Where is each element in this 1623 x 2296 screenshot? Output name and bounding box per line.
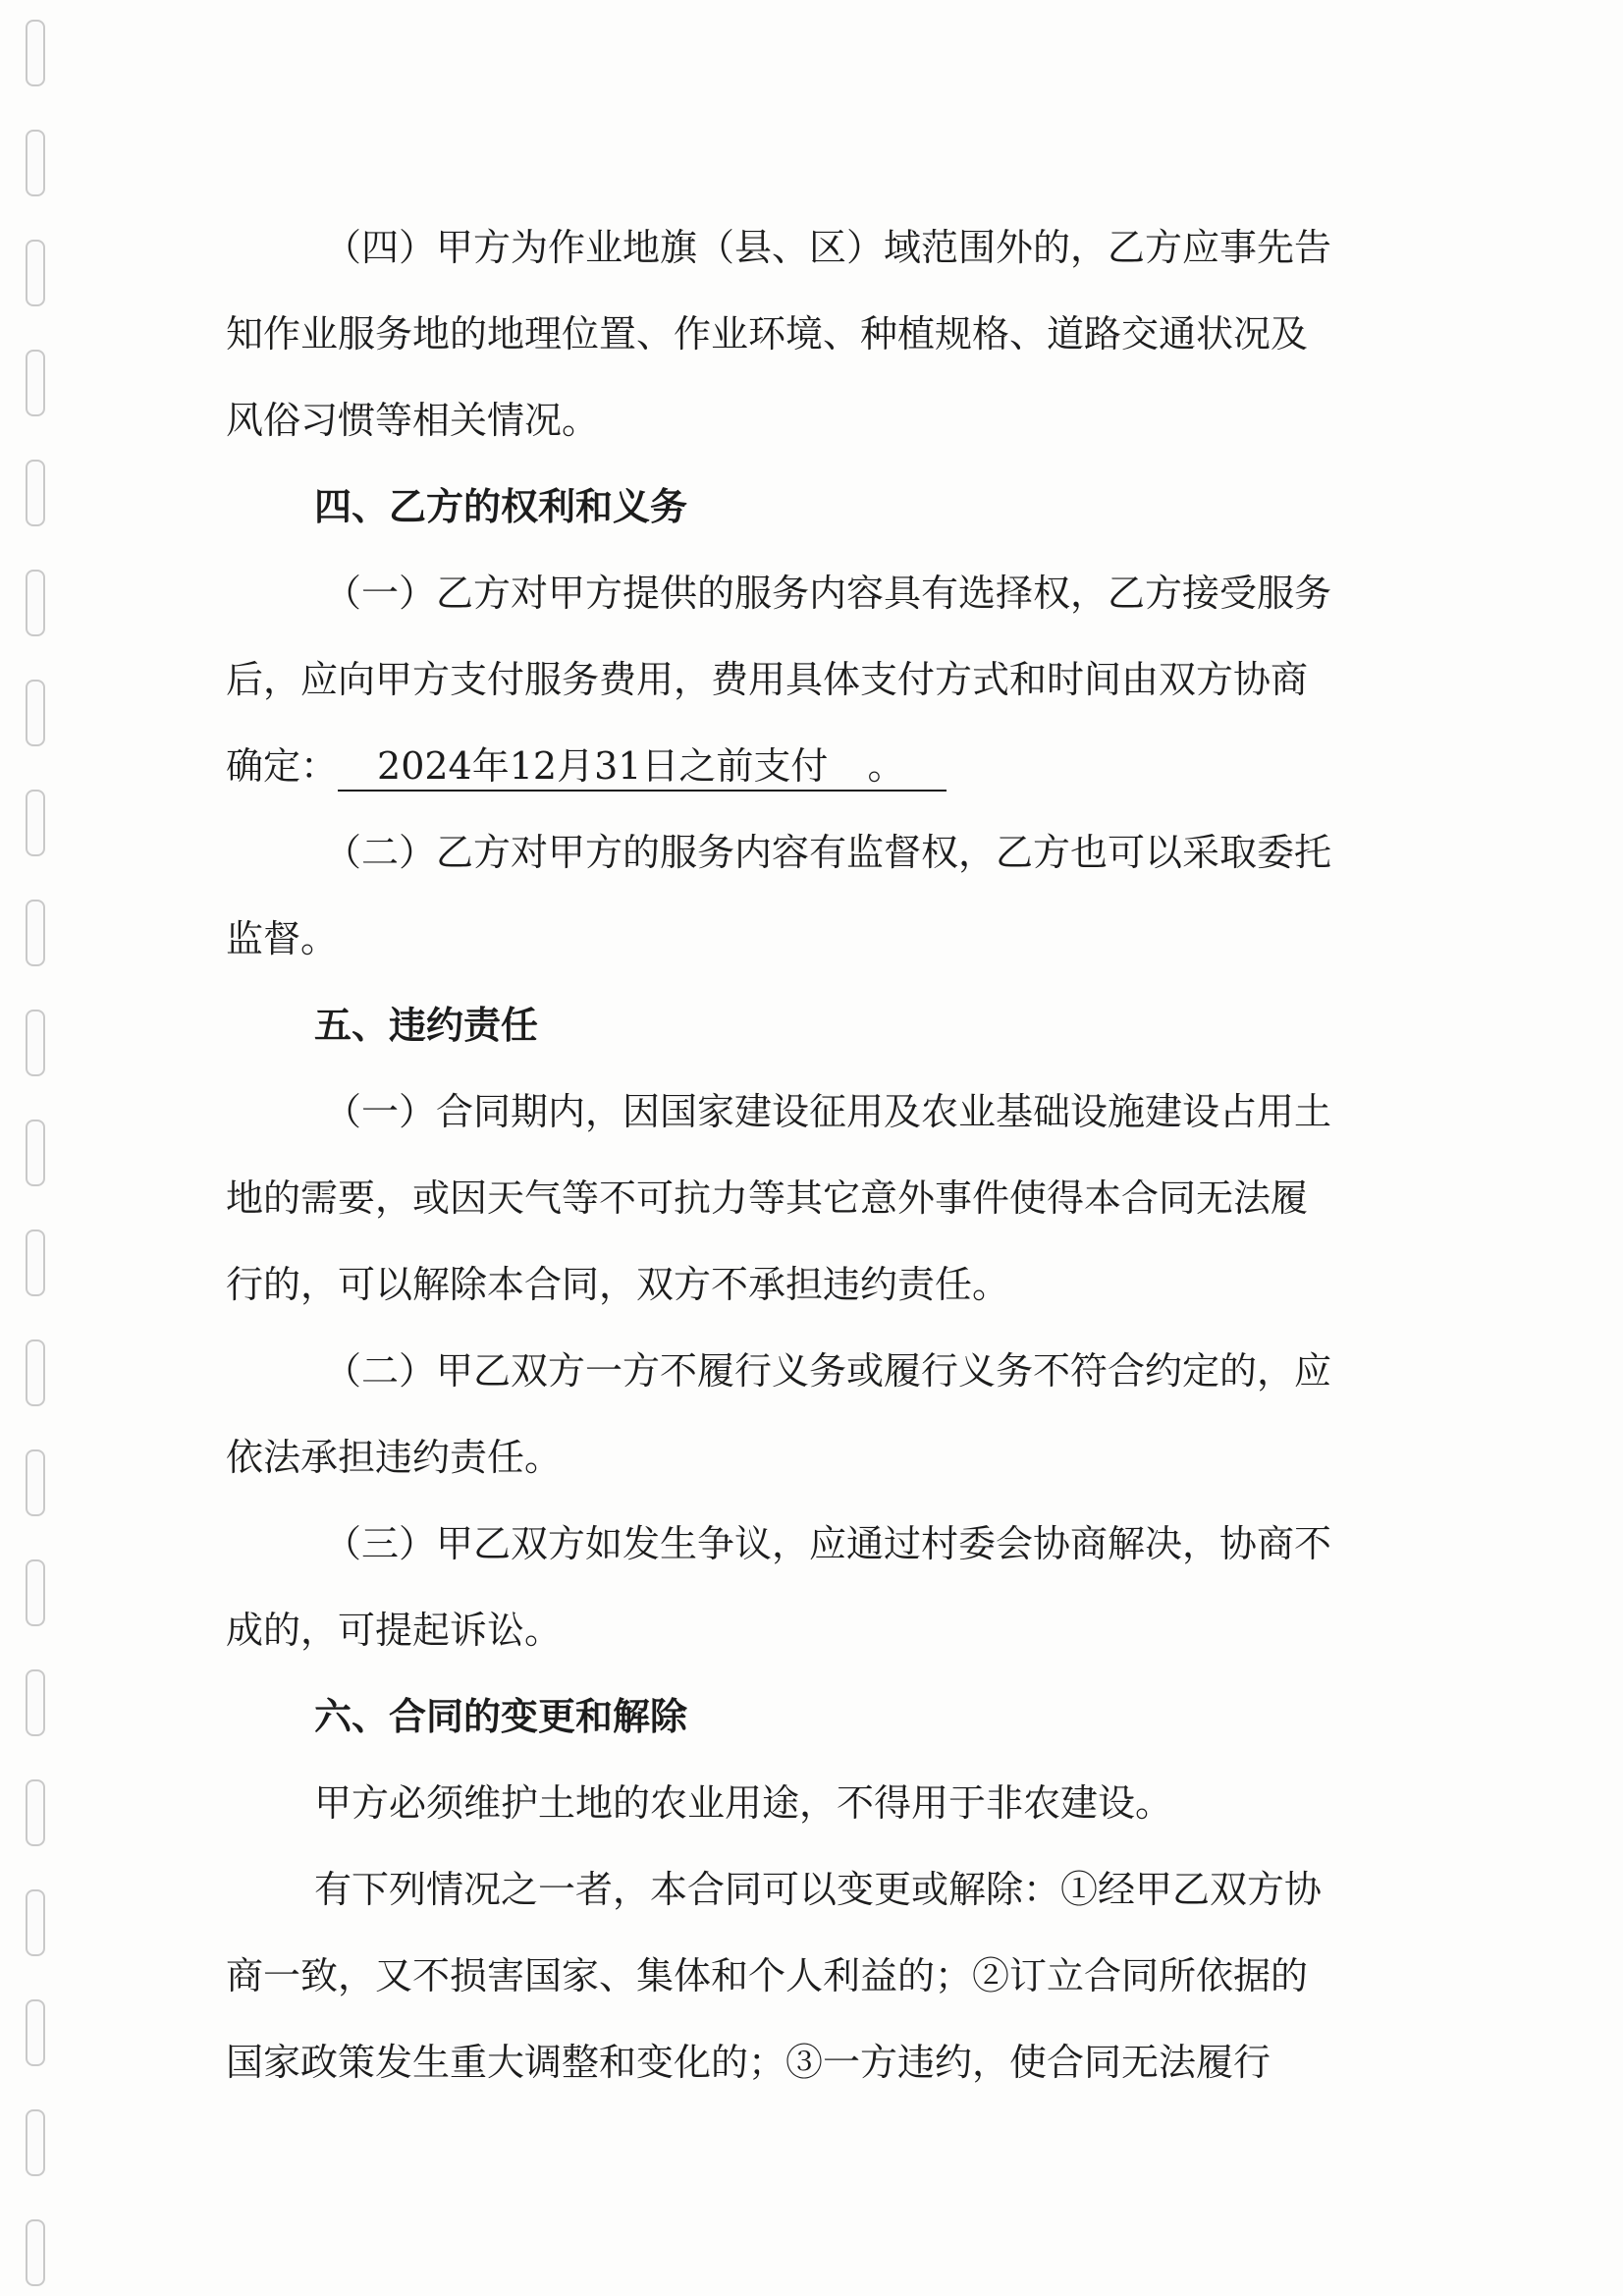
payment-date-text: 2024年12月31日之前支付 (377, 744, 829, 788)
payment-date-value (338, 742, 947, 792)
binding-hole (26, 1449, 45, 1516)
binding-hole (26, 900, 45, 966)
binding-hole (26, 460, 45, 526)
binding-hole (26, 1669, 45, 1736)
payment-date-period: 。 (867, 744, 905, 788)
section-heading-6: 六、合同的变更和解除 (314, 1695, 688, 1738)
binding-hole (26, 790, 45, 856)
section-heading-4: 四、乙方的权利和义务 (314, 485, 688, 528)
clause-4-1-line-3 (226, 742, 947, 792)
binding-hole (26, 570, 45, 636)
binding-hole (26, 240, 45, 306)
clause-3-4-line-3: 风俗习惯等相关情况。 (226, 399, 600, 442)
binding-hole (26, 20, 45, 86)
binding-hole (26, 2219, 45, 2286)
clause-5-1-line-1: （一）合同期内，因国家建设征用及农业基础设施建设占用土 (324, 1090, 1332, 1133)
binding-holes (26, 0, 55, 2296)
clause-5-3-line-2: 成的，可提起诉讼。 (226, 1609, 563, 1652)
binding-hole (26, 130, 45, 196)
binding-hole (26, 2109, 45, 2176)
clause-5-3-line-1: （三）甲乙双方如发生争议，应通过村委会协商解决，协商不 (324, 1522, 1332, 1565)
clause-4-2-line-1: （二）乙方对甲方的服务内容有监督权，乙方也可以采取委托 (324, 831, 1332, 874)
clause-4-2-line-2: 监督。 (226, 917, 339, 960)
clause-3-4-line-2: 知作业服务地的地理位置、作业环境、种植规格、道路交通状况及 (226, 312, 1309, 355)
clause-6-para-2-line-2: 商一致，又不损害国家、集体和个人利益的；②订立合同所依据的 (226, 1954, 1309, 1997)
clause-4-1-line-2: 后，应向甲方支付服务费用，费用具体支付方式和时间由双方协商 (226, 658, 1309, 701)
binding-hole (26, 350, 45, 416)
binding-hole (26, 1120, 45, 1186)
binding-hole (26, 1339, 45, 1406)
clause-3-4-line-1: （四）甲方为作业地旗（县、区）域范围外的，乙方应事先告 (324, 226, 1332, 269)
binding-hole (26, 1010, 45, 1076)
binding-hole (26, 1889, 45, 1956)
payment-label: 确定： (226, 744, 339, 788)
clause-6-para-2-line-3: 国家政策发生重大调整和变化的；③一方违约，使合同无法履行 (226, 2041, 1271, 2084)
clause-5-2-line-1: （二）甲乙双方一方不履行义务或履行义务不符合约定的，应 (324, 1349, 1332, 1393)
clause-5-2-line-2: 依法承担违约责任。 (226, 1436, 563, 1479)
binding-hole (26, 1999, 45, 2066)
clause-6-para-1: 甲方必须维护土地的农业用途，不得用于非农建设。 (314, 1781, 1173, 1825)
binding-hole (26, 1230, 45, 1296)
binding-hole (26, 1559, 45, 1626)
clause-5-1-line-2: 地的需要，或因天气等不可抗力等其它意外事件使得本合同无法履 (226, 1176, 1309, 1220)
section-heading-5: 五、违约责任 (314, 1004, 539, 1047)
clause-5-1-line-3: 行的，可以解除本合同，双方不承担违约责任。 (226, 1263, 1010, 1306)
binding-hole (26, 680, 45, 746)
clause-4-1-line-1: （一）乙方对甲方提供的服务内容具有选择权，乙方接受服务 (324, 572, 1332, 615)
binding-hole (26, 1779, 45, 1846)
clause-6-para-2-line-1: 有下列情况之一者，本合同可以变更或解除：①经甲乙双方协 (314, 1868, 1323, 1911)
